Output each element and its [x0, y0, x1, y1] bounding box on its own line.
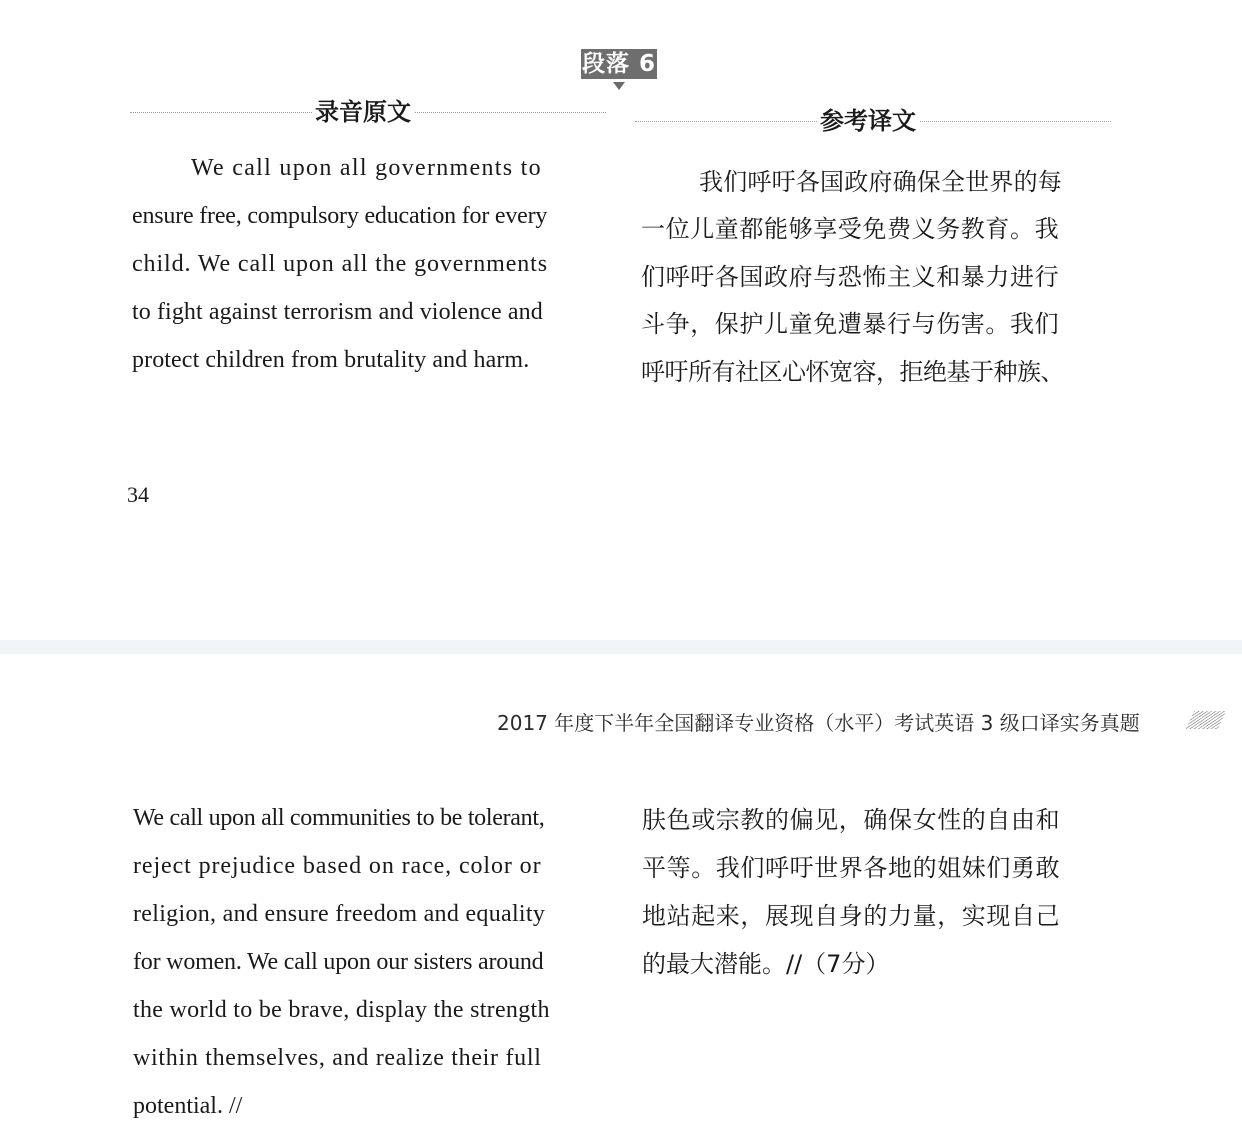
paragraph-badge: [581, 49, 659, 95]
text-line: reject prejudice based on race, color or: [133, 853, 542, 879]
page-separator: [0, 640, 1242, 654]
text-line: to fight against terrorism and violence and: [132, 299, 543, 325]
text-line: 肤色或宗教的偏见，确保女性的自由和: [642, 806, 1061, 834]
text-line: 平等。我们呼吁世界各地的姐妹们勇敢: [642, 854, 1061, 882]
source-text-block: [132, 155, 602, 395]
text-line: potential. //: [133, 1093, 243, 1119]
text-line: 一位儿童都能够享受免费义务教育。我: [641, 215, 1060, 243]
text-line: the world to be brave, display the strength: [133, 997, 550, 1023]
translation-text-block: [641, 162, 1111, 402]
text-line: 呼吁所有社区心怀宽容，拒绝基于种族、: [641, 358, 1064, 386]
text-line: 我们呼吁各国政府确保全世界的每: [699, 168, 1062, 196]
text-line: religion, and ensure freedom and equality: [133, 901, 546, 927]
text-line: We call upon all communities to be tolerant,: [133, 805, 545, 831]
text-line: for women. We call upon our sisters around: [133, 949, 544, 975]
text-line: We call upon all governments to: [191, 155, 542, 181]
source-text-block-continued: [133, 805, 603, 1123]
paragraph-badge-label: 段落 6: [581, 51, 656, 77]
text-line: child. We call upon all the governments: [132, 251, 548, 277]
running-header: 2017 年度下半年全国翻译专业资格（水平）考试英语 3 级口译实务真题: [497, 711, 1140, 735]
reference-translation-heading: 参考译文: [817, 106, 919, 136]
source-text-heading: 录音原文: [312, 97, 414, 127]
text-line: within themselves, and realize their full: [133, 1045, 542, 1071]
text-line: 斗争，保护儿童免遭暴行与伤害。我们: [641, 310, 1060, 338]
text-line: 的最大潜能。//（7分）: [642, 950, 890, 978]
translation-text-block-continued: [642, 800, 1112, 1000]
page-number: 34: [127, 482, 149, 507]
text-line: 们呼吁各国政府与恐怖主义和暴力进行: [641, 263, 1060, 291]
text-line: ensure free, compulsory education for every: [132, 203, 548, 229]
caret-down-icon: [613, 82, 625, 90]
text-line: protect children from brutality and harm.: [132, 347, 530, 373]
text-line: 地站起来，展现自身的力量，实现自己: [642, 902, 1061, 930]
